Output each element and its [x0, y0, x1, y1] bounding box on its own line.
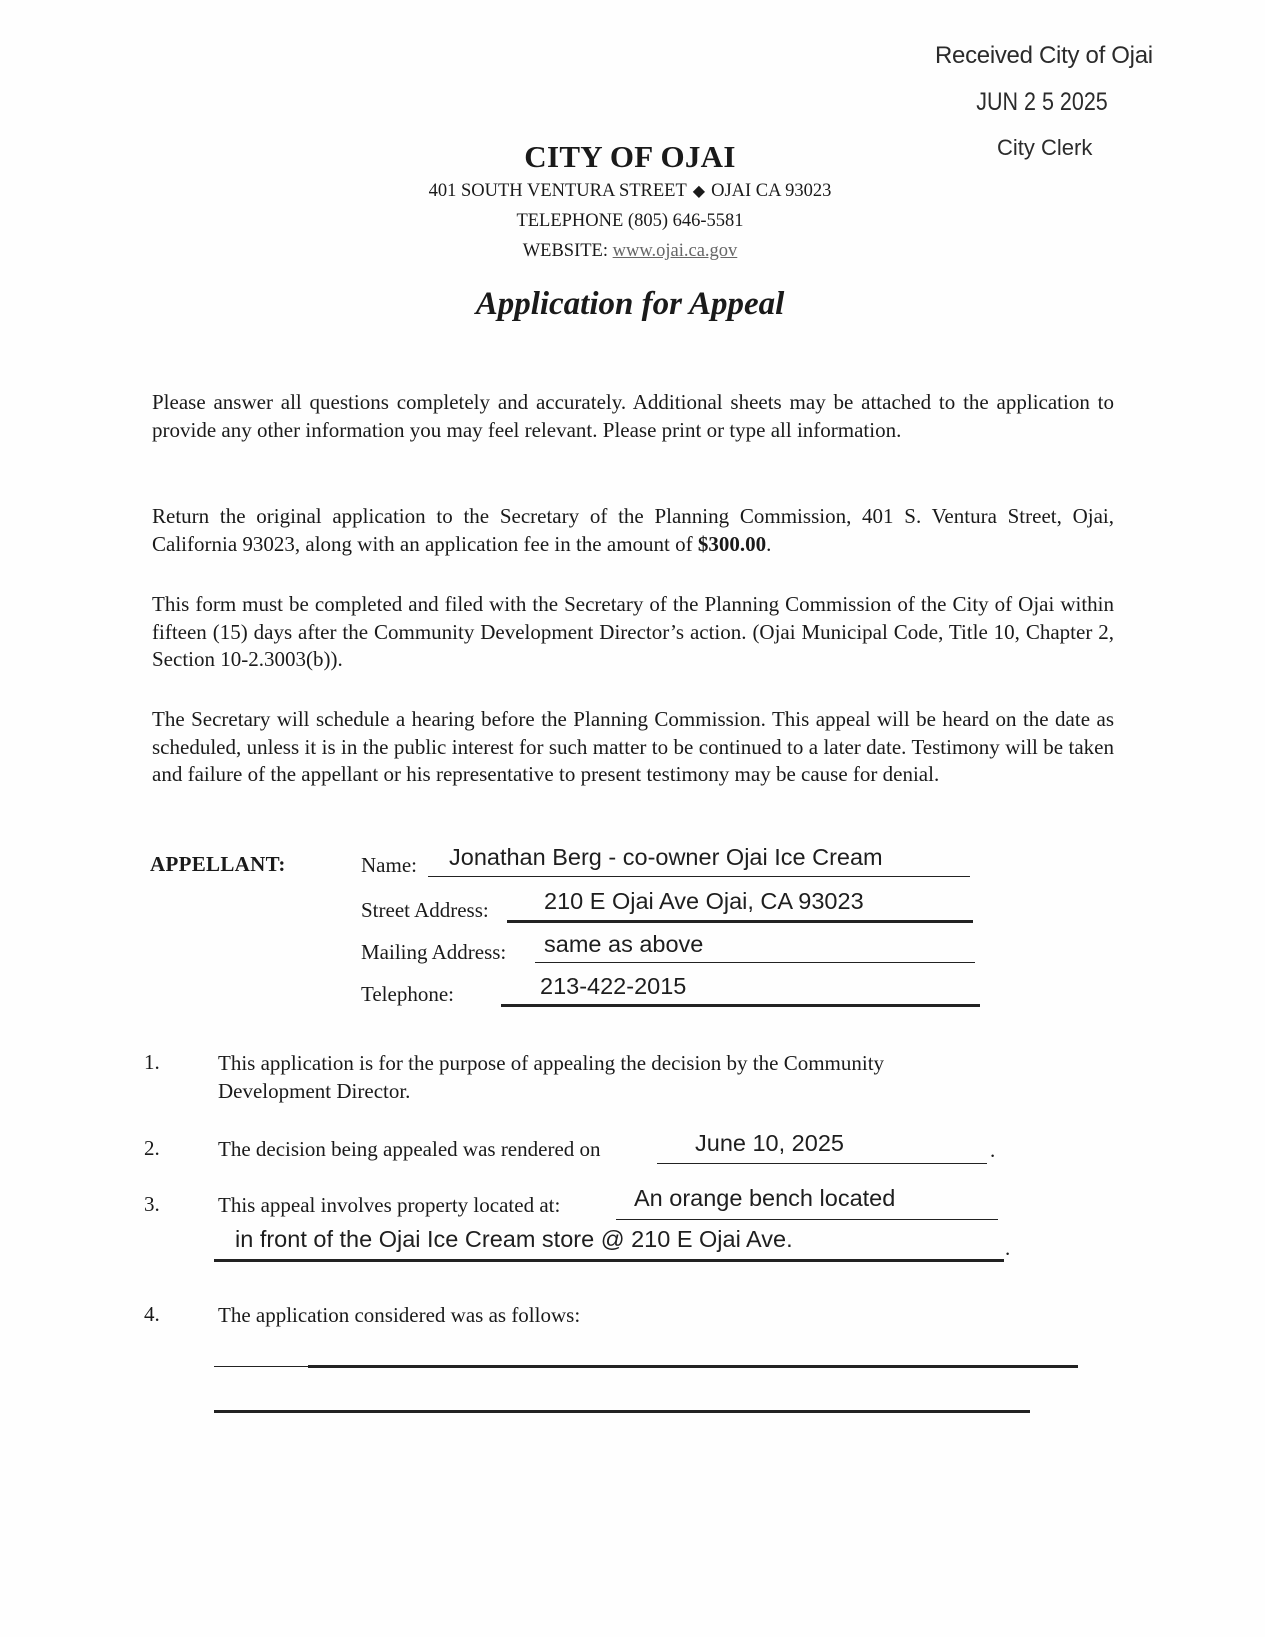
return-instructions-end: .	[766, 531, 772, 556]
telephone-line	[501, 1004, 980, 1007]
telephone-label: Telephone:	[361, 982, 454, 1006]
item-1-text: This application is for the purpose of appealing the decision by the Community Development Director.	[218, 1051, 885, 1103]
application-description-line-2	[214, 1410, 1030, 1413]
return-instructions-text: Return the original application to the Secretary of the Planning Commission, 401 S. Ventura Street, Ojai, California 93023, along with an application fee in the amount of	[152, 504, 1114, 556]
hearing-paragraph: The Secretary will schedule a hearing before the Planning Commission. This appeal will be heard on the date as scheduled, unless it is in the public interest for such matter to be continued to a later date. Testimony will be taken and failure of the appellant or his representative to present testimony may be cause for denial.	[152, 707, 1114, 786]
street-address-line	[507, 920, 973, 923]
item-number-3: 3.	[144, 1192, 160, 1216]
telephone-line: TELEPHONE (805) 646-5581	[516, 211, 744, 232]
item-4-text: The application considered was as follows:	[218, 1303, 581, 1327]
name-label: Name:	[361, 853, 417, 877]
instructions-paragraph: Please answer all questions completely and accurately. Additional sheets may be attached to the application to provide any other information you may feel relevant. Please print or type all information.	[152, 390, 1114, 442]
application-description-line-1b	[308, 1365, 1078, 1368]
property-location-field-2[interactable]: in front of the Ojai Ice Cream store @ 210 E Ojai Ave.	[235, 1226, 793, 1252]
street-address-field[interactable]: 210 E Ojai Ave Ojai, CA 93023	[544, 888, 864, 914]
decision-date-field[interactable]: June 10, 2025	[695, 1130, 844, 1156]
item-number-4: 4.	[144, 1302, 160, 1326]
name-line	[428, 876, 970, 877]
city-name: CITY OF OJAI	[524, 139, 736, 174]
filing-deadline-paragraph: This form must be completed and filed with the Secretary of the Planning Commission of the City of Ojai within fifteen (15) days after the Community Development Director’s action. (Ojai Municipal Code, Title 10, Chapter 2, Section 10-2.3003(b)).	[152, 592, 1114, 671]
telephone-field[interactable]: 213-422-2015	[540, 973, 687, 999]
diamond-icon: ◆	[692, 181, 706, 201]
website-link[interactable]: www.ojai.ca.gov	[612, 241, 738, 262]
mailing-address-line	[535, 962, 975, 963]
stamp-office: City Clerk	[997, 135, 1093, 160]
appellant-label: APPELLANT:	[150, 852, 286, 876]
letterhead	[330, 140, 930, 264]
address-line	[330, 178, 930, 204]
street-address-label: Street Address:	[361, 898, 489, 922]
mailing-address-label: Mailing Address:	[361, 940, 507, 964]
item-3-period: .	[1005, 1236, 1011, 1260]
stamp-date: JUN 2 5 2025	[976, 88, 1108, 116]
mailing-address-field[interactable]: same as above	[544, 931, 704, 957]
website-line	[330, 238, 930, 264]
application-description-line-1a	[214, 1366, 310, 1367]
item-number-1: 1.	[144, 1050, 160, 1074]
item-number-2: 2.	[144, 1136, 160, 1160]
property-location-field-1[interactable]: An orange bench located	[634, 1185, 896, 1211]
property-location-line-1	[616, 1219, 998, 1220]
form-title: Application for Appeal	[475, 286, 785, 322]
item-2-period: .	[990, 1138, 996, 1162]
property-location-line-2	[214, 1259, 1004, 1262]
application-fee: $300.00	[697, 531, 767, 556]
stamp-received-text: Received City of Ojai	[935, 42, 1153, 69]
name-field[interactable]: Jonathan Berg - co-owner Ojai Ice Cream	[449, 844, 883, 870]
received-stamp	[935, 42, 1195, 161]
item-3-text: This appeal involves property located at:	[218, 1193, 561, 1217]
street-address: 401 SOUTH VENTURA STREET	[428, 181, 687, 202]
return-instructions-paragraph	[152, 503, 1114, 558]
website-label: WEBSITE:	[522, 241, 608, 262]
city-state-zip: OJAI CA 93023	[711, 181, 832, 202]
decision-date-line	[657, 1163, 987, 1164]
item-2-text: The decision being appealed was rendered on	[218, 1137, 601, 1161]
